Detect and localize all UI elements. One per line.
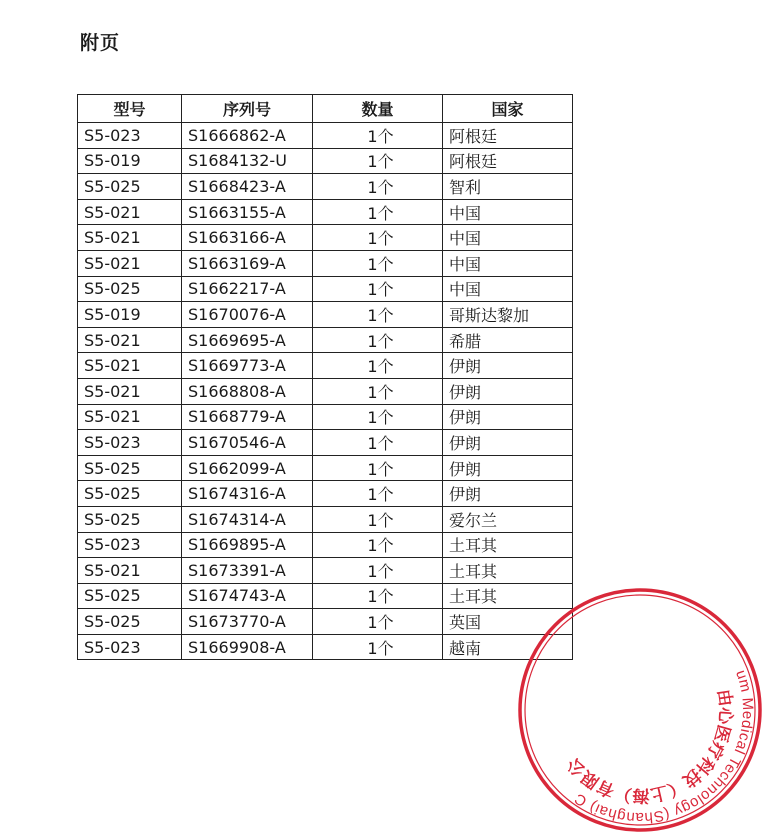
table-row bbox=[78, 378, 573, 404]
cell-country: 中国 bbox=[443, 276, 573, 302]
cell-serial: S1662099-A bbox=[182, 455, 313, 481]
table-row bbox=[78, 225, 573, 251]
cell-quantity: 1个 bbox=[313, 634, 443, 660]
table-row bbox=[78, 532, 573, 558]
cell-quantity: 1个 bbox=[313, 583, 443, 609]
cell-model: S5-025 bbox=[78, 583, 182, 609]
cell-quantity: 1个 bbox=[313, 532, 443, 558]
header-country: 国家 bbox=[443, 95, 573, 123]
cell-country: 伊朗 bbox=[443, 481, 573, 507]
cell-country: 土耳其 bbox=[443, 532, 573, 558]
cell-serial: S1666862-A bbox=[182, 123, 313, 149]
table-row bbox=[78, 634, 573, 660]
cell-quantity: 1个 bbox=[313, 353, 443, 379]
cell-quantity: 1个 bbox=[313, 225, 443, 251]
cell-country: 伊朗 bbox=[443, 455, 573, 481]
table-row bbox=[78, 199, 573, 225]
cell-quantity: 1个 bbox=[313, 123, 443, 149]
cell-serial: S1673391-A bbox=[182, 558, 313, 584]
cell-serial: S1669908-A bbox=[182, 634, 313, 660]
cell-quantity: 1个 bbox=[313, 558, 443, 584]
cell-country: 智利 bbox=[443, 174, 573, 200]
table-row bbox=[78, 174, 573, 200]
cell-serial: S1663155-A bbox=[182, 199, 313, 225]
cell-serial: S1670076-A bbox=[182, 302, 313, 328]
cell-model: S5-021 bbox=[78, 225, 182, 251]
cell-model: S5-025 bbox=[78, 506, 182, 532]
cell-serial: S1663166-A bbox=[182, 225, 313, 251]
cell-model: S5-021 bbox=[78, 558, 182, 584]
cell-serial: S1662217-A bbox=[182, 276, 313, 302]
cell-model: S5-023 bbox=[78, 430, 182, 456]
cell-serial: S1670546-A bbox=[182, 430, 313, 456]
cell-quantity: 1个 bbox=[313, 378, 443, 404]
cell-model: S5-019 bbox=[78, 148, 182, 174]
cell-quantity: 1个 bbox=[313, 302, 443, 328]
cell-model: S5-021 bbox=[78, 404, 182, 430]
table-row bbox=[78, 455, 573, 481]
cell-model: S5-021 bbox=[78, 199, 182, 225]
cell-model: S5-023 bbox=[78, 532, 182, 558]
cell-serial: S1674314-A bbox=[182, 506, 313, 532]
table-row bbox=[78, 583, 573, 609]
cell-country: 哥斯达黎加 bbox=[443, 302, 573, 328]
cell-quantity: 1个 bbox=[313, 148, 443, 174]
cell-serial: S1663169-A bbox=[182, 250, 313, 276]
seal-text-en: um Medical Technology (Shanghai) C bbox=[571, 667, 757, 827]
cell-quantity: 1个 bbox=[313, 455, 443, 481]
cell-country: 阿根廷 bbox=[443, 148, 573, 174]
table-row bbox=[78, 250, 573, 276]
appendix-table bbox=[77, 94, 573, 660]
cell-quantity: 1个 bbox=[313, 250, 443, 276]
cell-serial: S1673770-A bbox=[182, 609, 313, 635]
cell-country: 土耳其 bbox=[443, 558, 573, 584]
cell-quantity: 1个 bbox=[313, 404, 443, 430]
cell-serial: S1674743-A bbox=[182, 583, 313, 609]
cell-country: 英国 bbox=[443, 609, 573, 635]
table-row bbox=[78, 430, 573, 456]
cell-serial: S1668423-A bbox=[182, 174, 313, 200]
cell-country: 中国 bbox=[443, 225, 573, 251]
cell-serial: S1669695-A bbox=[182, 327, 313, 353]
cell-serial: S1674316-A bbox=[182, 481, 313, 507]
header-model: 型号 bbox=[78, 95, 182, 123]
table-row bbox=[78, 558, 573, 584]
cell-country: 伊朗 bbox=[443, 430, 573, 456]
cell-country: 阿根廷 bbox=[443, 123, 573, 149]
header-quantity: 数量 bbox=[313, 95, 443, 123]
cell-country: 中国 bbox=[443, 250, 573, 276]
cell-serial: S1668779-A bbox=[182, 404, 313, 430]
table-row bbox=[78, 404, 573, 430]
cell-model: S5-021 bbox=[78, 378, 182, 404]
cell-model: S5-023 bbox=[78, 634, 182, 660]
table-row bbox=[78, 148, 573, 174]
cell-quantity: 1个 bbox=[313, 506, 443, 532]
cell-country: 伊朗 bbox=[443, 378, 573, 404]
cell-quantity: 1个 bbox=[313, 481, 443, 507]
cell-model: S5-021 bbox=[78, 327, 182, 353]
table-row bbox=[78, 302, 573, 328]
table-body bbox=[78, 123, 573, 660]
cell-quantity: 1个 bbox=[313, 199, 443, 225]
cell-quantity: 1个 bbox=[313, 276, 443, 302]
cell-model: S5-025 bbox=[78, 276, 182, 302]
table-row bbox=[78, 123, 573, 149]
cell-model: S5-019 bbox=[78, 302, 182, 328]
cell-country: 中国 bbox=[443, 199, 573, 225]
cell-serial: S1669773-A bbox=[182, 353, 313, 379]
cell-model: S5-025 bbox=[78, 174, 182, 200]
cell-quantity: 1个 bbox=[313, 174, 443, 200]
cell-quantity: 1个 bbox=[313, 430, 443, 456]
table-row bbox=[78, 353, 573, 379]
cell-model: S5-025 bbox=[78, 609, 182, 635]
cell-quantity: 1个 bbox=[313, 327, 443, 353]
cell-serial: S1669895-A bbox=[182, 532, 313, 558]
page-title: 附页 bbox=[80, 32, 121, 54]
table-row bbox=[78, 609, 573, 635]
cell-country: 希腊 bbox=[443, 327, 573, 353]
table-row bbox=[78, 327, 573, 353]
cell-country: 伊朗 bbox=[443, 353, 573, 379]
cell-country: 伊朗 bbox=[443, 404, 573, 430]
cell-serial: S1684132-U bbox=[182, 148, 313, 174]
table-row bbox=[78, 481, 573, 507]
cell-model: S5-021 bbox=[78, 250, 182, 276]
table-header-row bbox=[78, 95, 573, 123]
cell-serial: S1668808-A bbox=[182, 378, 313, 404]
cell-country: 爱尔兰 bbox=[443, 506, 573, 532]
table-row bbox=[78, 276, 573, 302]
cell-model: S5-025 bbox=[78, 481, 182, 507]
cell-country: 土耳其 bbox=[443, 583, 573, 609]
cell-quantity: 1个 bbox=[313, 609, 443, 635]
cell-model: S5-023 bbox=[78, 123, 182, 149]
cell-model: S5-021 bbox=[78, 353, 182, 379]
cell-model: S5-025 bbox=[78, 455, 182, 481]
cell-country: 越南 bbox=[443, 634, 573, 660]
seal-text-cn: 由心医疗科技（上海）有限公 bbox=[563, 687, 736, 806]
table-row bbox=[78, 506, 573, 532]
header-serial: 序列号 bbox=[182, 95, 313, 123]
